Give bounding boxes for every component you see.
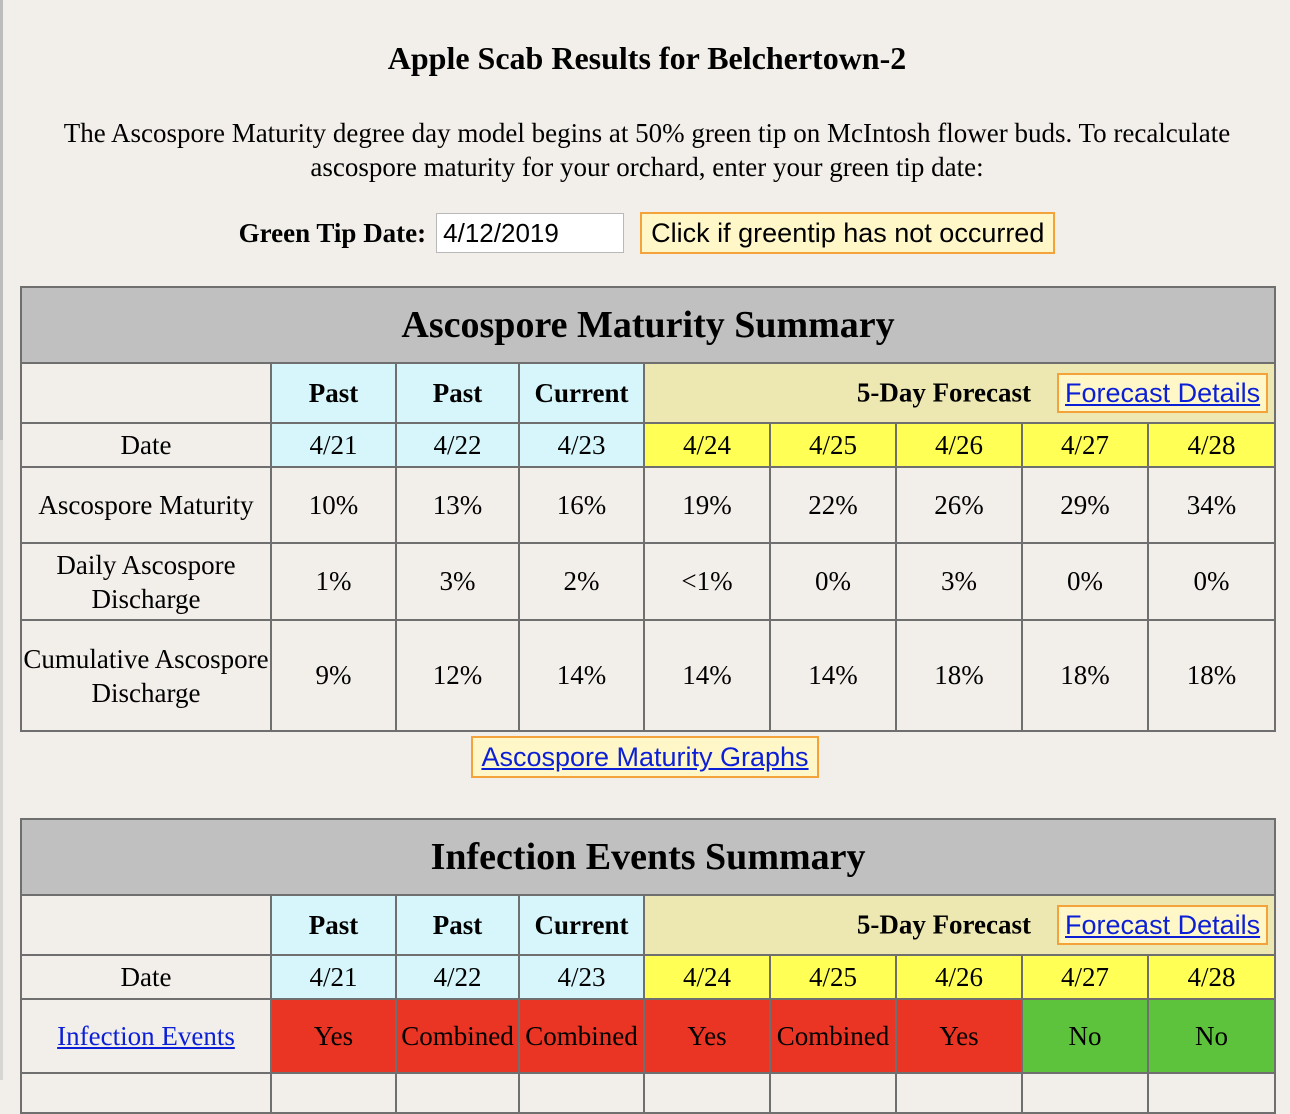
- maturity-header-current: Current: [519, 363, 644, 423]
- empty-header-cell: [21, 363, 271, 423]
- value-cell: 1%: [271, 543, 396, 620]
- value-cell: <1%: [644, 543, 770, 620]
- value-cell: 0%: [1148, 543, 1275, 620]
- greentip-form: [0, 212, 1290, 254]
- infection-table-title: Infection Events Summary: [21, 819, 1275, 895]
- infection-forecast-details-link[interactable]: Forecast Details: [1057, 905, 1268, 945]
- value-cell: 19%: [644, 467, 770, 543]
- infection-forecast-header: [644, 895, 1275, 955]
- infection-event-cell: Yes: [896, 999, 1022, 1073]
- infection-event-cell: Combined: [519, 999, 644, 1073]
- infection-events-row: [21, 999, 1275, 1073]
- maturity-header-past-1: Past: [271, 363, 396, 423]
- infection-date-cell: 4/22: [396, 955, 519, 999]
- ascospore-maturity-table: [20, 286, 1276, 732]
- value-cell: 14%: [770, 620, 896, 731]
- infection-event-cell: No: [1022, 999, 1148, 1073]
- infection-date-cell: 4/27: [1022, 955, 1148, 999]
- greentip-not-occurred-button[interactable]: Click if greentip has not occurred: [640, 212, 1055, 254]
- infection-date-cell: 4/21: [271, 955, 396, 999]
- value-cell: 10%: [271, 467, 396, 543]
- value-cell: 3%: [896, 543, 1022, 620]
- maturity-date-cell: 4/26: [896, 423, 1022, 467]
- maturity-date-cell: 4/24: [644, 423, 770, 467]
- page-title: Apple Scab Results for Belchertown-2: [387, 40, 907, 76]
- value-cell: 2%: [519, 543, 644, 620]
- maturity-date-cell: 4/28: [1148, 423, 1275, 467]
- next-row-cell: [896, 1073, 1022, 1113]
- next-row-cell: [770, 1073, 896, 1113]
- infection-events-table: [20, 818, 1276, 1114]
- infection-event-cell: Combined: [770, 999, 896, 1073]
- next-row-cell: [519, 1073, 644, 1113]
- infection-event-cell: Combined: [396, 999, 519, 1073]
- infection-event-cell: No: [1148, 999, 1275, 1073]
- value-cell: 12%: [396, 620, 519, 731]
- value-cell: 0%: [770, 543, 896, 620]
- infection-event-cell: Yes: [644, 999, 770, 1073]
- infection-date-label: Date: [21, 955, 271, 999]
- value-cell: 9%: [271, 620, 396, 731]
- ascospore-maturity-graphs-link[interactable]: Ascospore Maturity Graphs: [471, 736, 818, 778]
- intro-text: The Ascospore Maturity degree day model begins at 50% green tip on McIntosh flower buds. To recalculate ascospore maturity for your orchard, enter your green tip date:: [63, 118, 1231, 182]
- maturity-header-past-2: Past: [396, 363, 519, 423]
- empty-header-cell: [21, 895, 271, 955]
- infection-forecast-label: 5-Day Forecast: [856, 909, 1032, 940]
- maturity-date-cell: 4/22: [396, 423, 519, 467]
- value-cell: 18%: [1022, 620, 1148, 731]
- value-cell: 13%: [396, 467, 519, 543]
- value-cell: 18%: [1148, 620, 1275, 731]
- maturity-forecast-label: 5-Day Forecast: [856, 377, 1032, 408]
- value-cell: 22%: [770, 467, 896, 543]
- infection-date-cell: 4/25: [770, 955, 896, 999]
- value-cell: 14%: [644, 620, 770, 731]
- next-row-cell: [271, 1073, 396, 1113]
- next-row-cell: [1022, 1073, 1148, 1113]
- next-row-cell: [396, 1073, 519, 1113]
- next-row-label: [21, 1073, 271, 1113]
- row-label: Ascospore Maturity: [21, 467, 271, 543]
- infection-date-cell: 4/23: [519, 955, 644, 999]
- maturity-date-cell: 4/23: [519, 423, 644, 467]
- value-cell: 16%: [519, 467, 644, 543]
- greentip-label: Green Tip Date:: [238, 217, 427, 248]
- cumulative-discharge-row: [21, 620, 1275, 731]
- infection-date-cell: 4/26: [896, 955, 1022, 999]
- maturity-date-cell: 4/27: [1022, 423, 1148, 467]
- next-row-cell: [1148, 1073, 1275, 1113]
- maturity-date-cell: 4/25: [770, 423, 896, 467]
- infection-date-cell: 4/28: [1148, 955, 1275, 999]
- row-label: Daily Ascospore Discharge: [21, 543, 271, 620]
- graphs-link-wrap: [0, 736, 1290, 778]
- row-label: Cumulative Ascospore Discharge: [21, 620, 271, 731]
- value-cell: 14%: [519, 620, 644, 731]
- maturity-table-title: Ascospore Maturity Summary: [21, 287, 1275, 363]
- value-cell: 26%: [896, 467, 1022, 543]
- infection-events-link-cell: [21, 999, 271, 1073]
- next-row-cell: [644, 1073, 770, 1113]
- infection-events-link[interactable]: Infection Events: [57, 1021, 235, 1051]
- daily-discharge-row: [21, 543, 1275, 620]
- value-cell: 0%: [1022, 543, 1148, 620]
- infection-header-past-1: Past: [271, 895, 396, 955]
- maturity-date-cell: 4/21: [271, 423, 396, 467]
- infection-date-cell: 4/24: [644, 955, 770, 999]
- maturity-row: [21, 467, 1275, 543]
- value-cell: 34%: [1148, 467, 1275, 543]
- value-cell: 29%: [1022, 467, 1148, 543]
- maturity-date-label: Date: [21, 423, 271, 467]
- maturity-forecast-header: [644, 363, 1275, 423]
- value-cell: 3%: [396, 543, 519, 620]
- infection-header-past-2: Past: [396, 895, 519, 955]
- infection-event-cell: Yes: [271, 999, 396, 1073]
- infection-header-current: Current: [519, 895, 644, 955]
- greentip-date-input[interactable]: [436, 213, 624, 253]
- maturity-forecast-details-link[interactable]: Forecast Details: [1057, 373, 1268, 413]
- value-cell: 18%: [896, 620, 1022, 731]
